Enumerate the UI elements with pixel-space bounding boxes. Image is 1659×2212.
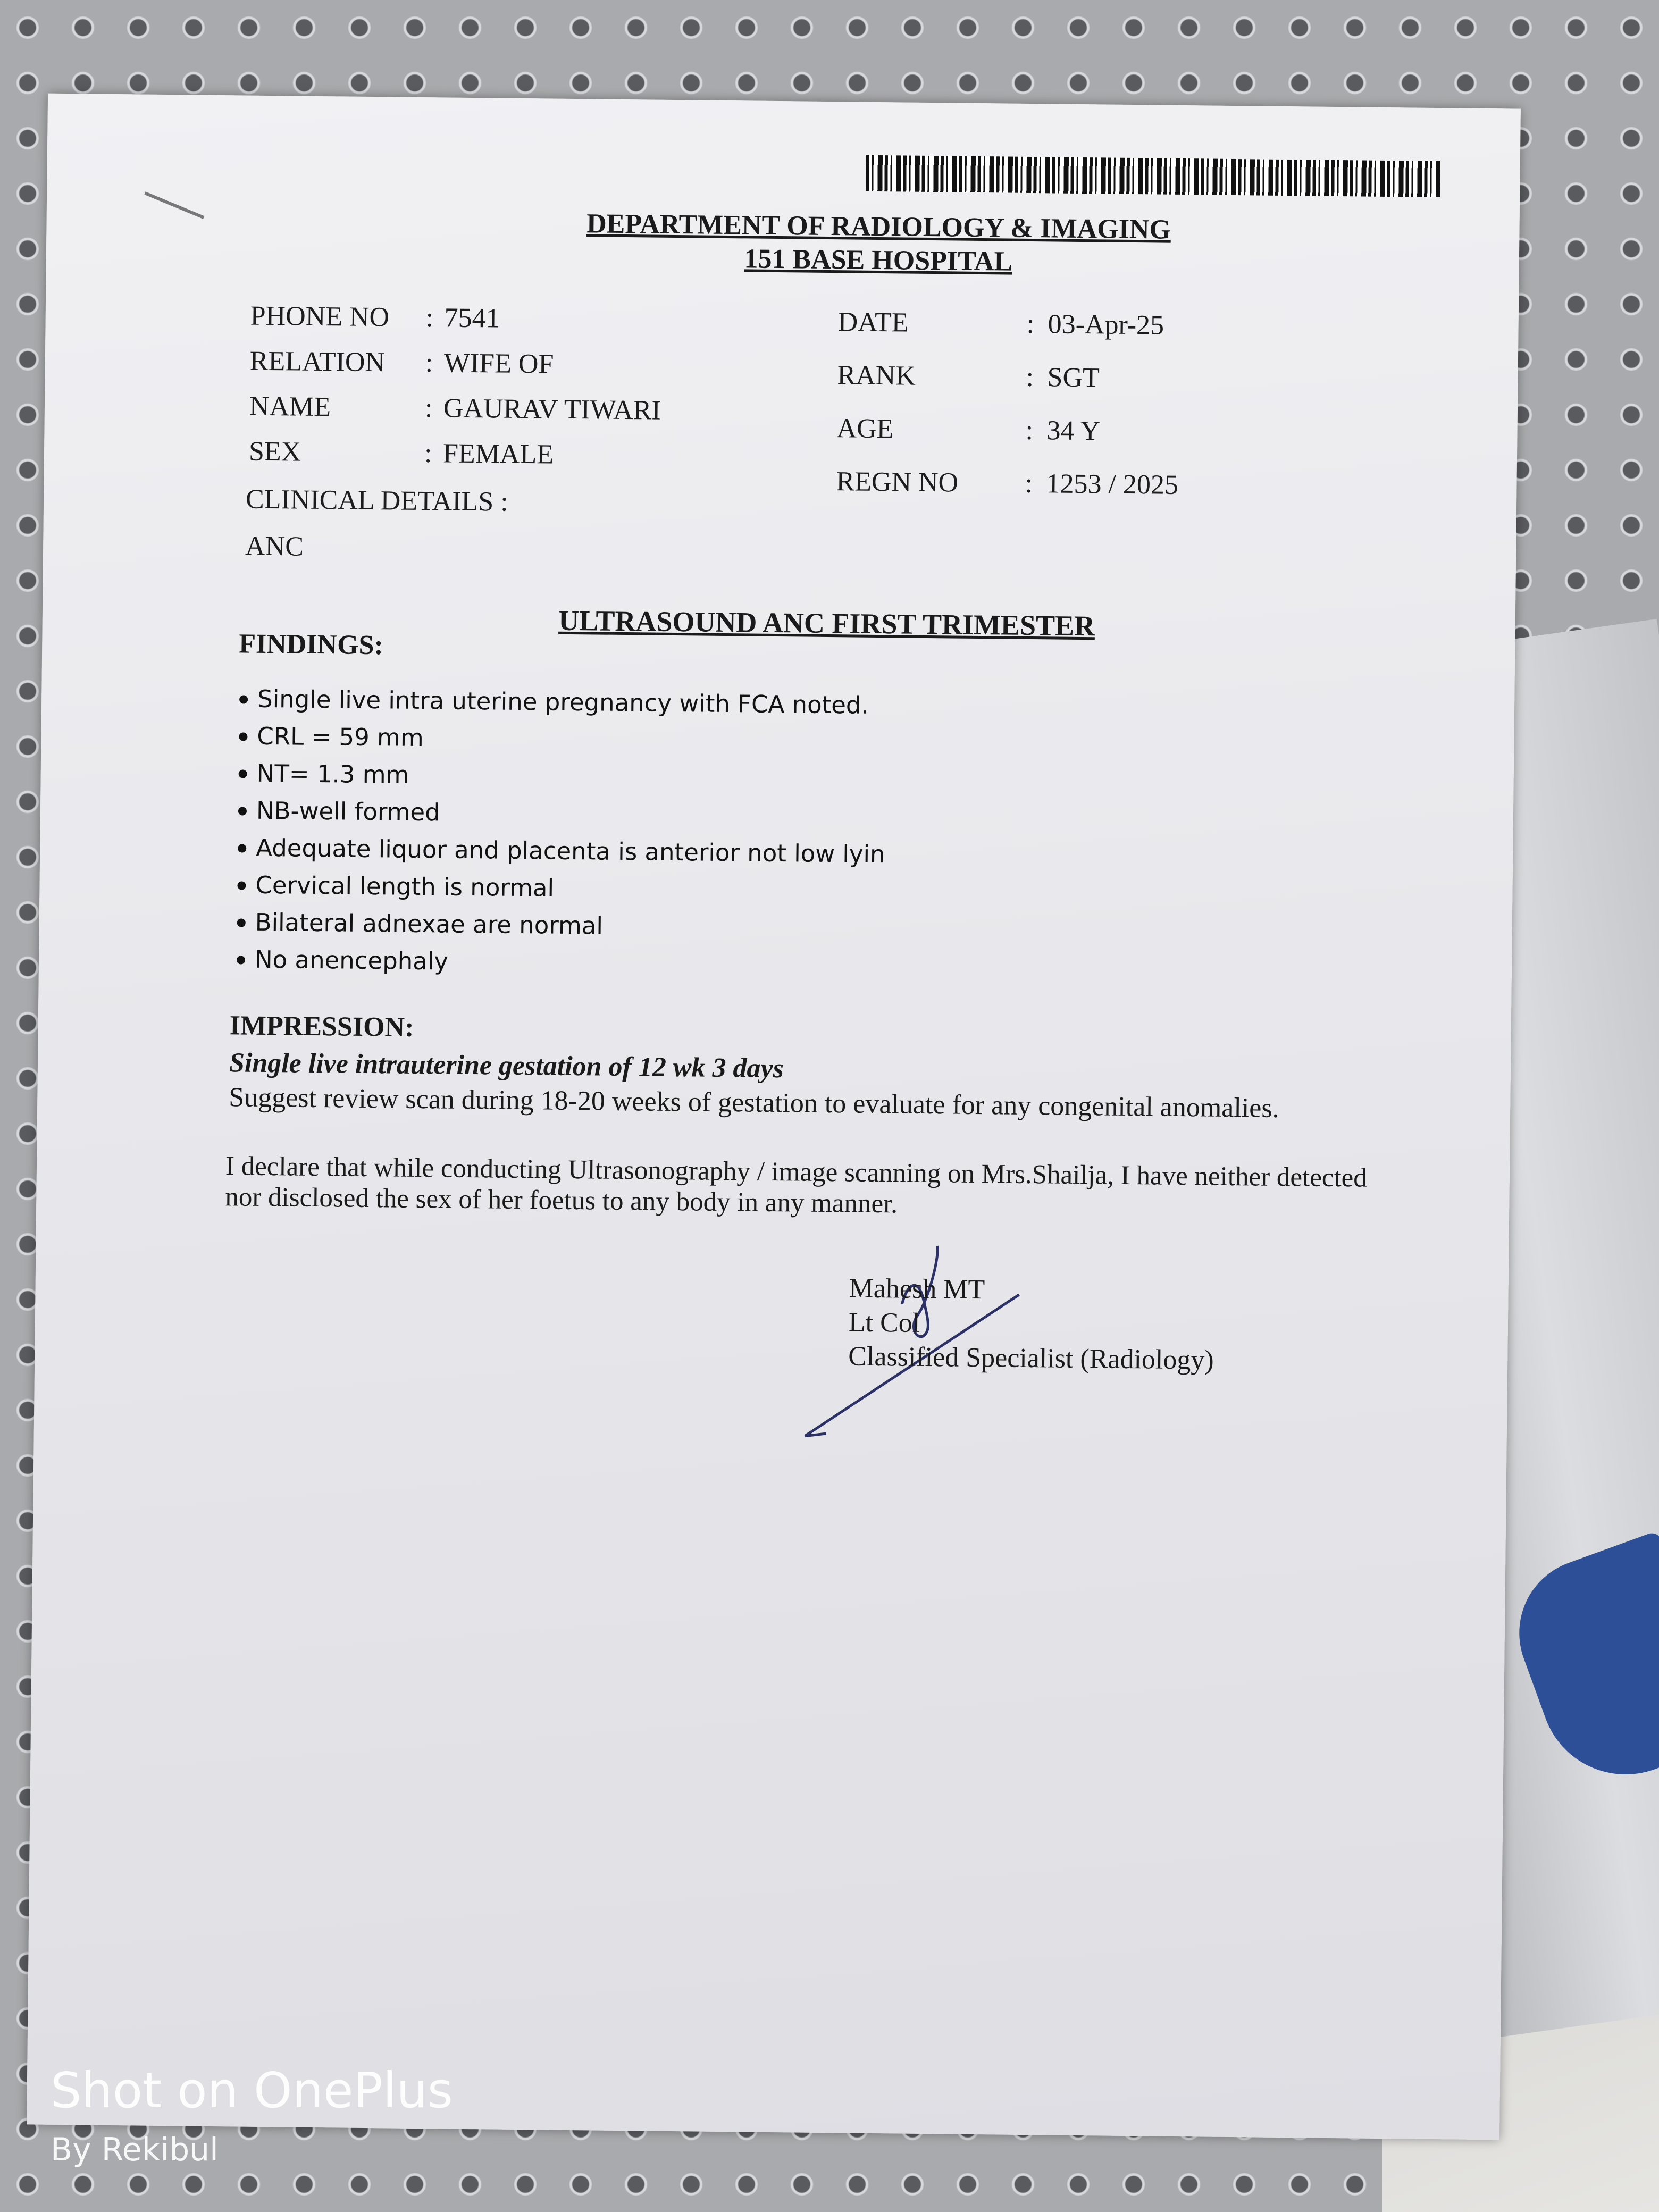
field-label: RANK	[837, 360, 916, 391]
camera-watermark: Shot on OnePlus	[51, 2062, 453, 2119]
signatory-rank: Lt Col	[848, 1307, 920, 1338]
list-item: NT= 1.3 mm	[237, 755, 886, 799]
camera-watermark-credit: By Rekibul	[51, 2131, 219, 2168]
department-title: DEPARTMENT OF RADIOLOGY & IMAGING	[586, 208, 1171, 245]
list-item: Adequate liquor and placenta is anterior not low lyin	[237, 829, 885, 873]
field-colon: :	[1025, 468, 1033, 499]
findings-list	[236, 680, 887, 985]
field-label: PHONE NO	[250, 300, 390, 333]
barcode	[866, 155, 1440, 197]
impression-suggestion: Suggest review scan during 18-20 weeks of gestation to evaluate for any congenital anomalies.	[229, 1082, 1279, 1124]
report-paper	[27, 94, 1521, 2140]
signatory-name: Mahesh MT	[849, 1273, 985, 1305]
field-colon: :	[425, 303, 434, 333]
field-colon: :	[425, 348, 433, 379]
field-colon: :	[1026, 308, 1035, 340]
list-item: Single live intra uterine pregnancy with FCA noted.	[238, 680, 887, 724]
impression-summary: Single live intrauterine gestation of 12 wk 3 days	[229, 1048, 784, 1084]
field-value: WIFE OF	[443, 348, 554, 380]
field-label: RELATION	[249, 346, 386, 378]
field-value: SGT	[1047, 362, 1100, 393]
field-label: REGN NO	[836, 466, 959, 498]
list-item: Cervical length is normal	[236, 866, 885, 910]
list-item: CRL = 59 mm	[238, 717, 886, 761]
hospital-title: 151 BASE HOSPITAL	[744, 244, 1013, 277]
declaration-text: I declare that while conducting Ultrasonography / image scanning on Mrs.Shailja, I have neither detected nor disclosed the sex of her foetus to any body in any manner.	[225, 1151, 1368, 1219]
field-label: AGE	[836, 413, 894, 445]
field-value: 34 Y	[1046, 415, 1101, 447]
impression-heading: IMPRESSION:	[229, 1010, 414, 1043]
report-title: ULTRASOUND ANC FIRST TRIMESTER	[558, 604, 1095, 642]
signatory-title: Classified Specialist (Radiology)	[848, 1341, 1214, 1376]
signatory-block	[848, 1272, 1214, 1378]
clinical-details-value: ANC	[245, 531, 304, 562]
field-value: GAURAV TIWARI	[443, 393, 661, 426]
field-colon: :	[1026, 362, 1034, 393]
field-value: FEMALE	[442, 438, 554, 470]
field-label: NAME	[249, 391, 331, 423]
field-colon: :	[424, 438, 432, 469]
field-value: 7541	[444, 303, 500, 334]
field-value: 03-Apr-25	[1048, 309, 1164, 341]
field-value: 1253 / 2025	[1046, 468, 1179, 500]
field-label: SEX	[248, 436, 301, 467]
list-item: No anencephaly	[236, 941, 884, 985]
field-colon: :	[1025, 415, 1034, 446]
list-item: Bilateral adnexae are normal	[236, 903, 884, 948]
field-label: DATE	[837, 307, 909, 338]
clinical-details-label: CLINICAL DETAILS :	[245, 484, 508, 517]
list-item: NB-well formed	[237, 792, 886, 836]
field-colon: :	[424, 393, 433, 424]
findings-heading: FINDINGS:	[238, 629, 384, 661]
